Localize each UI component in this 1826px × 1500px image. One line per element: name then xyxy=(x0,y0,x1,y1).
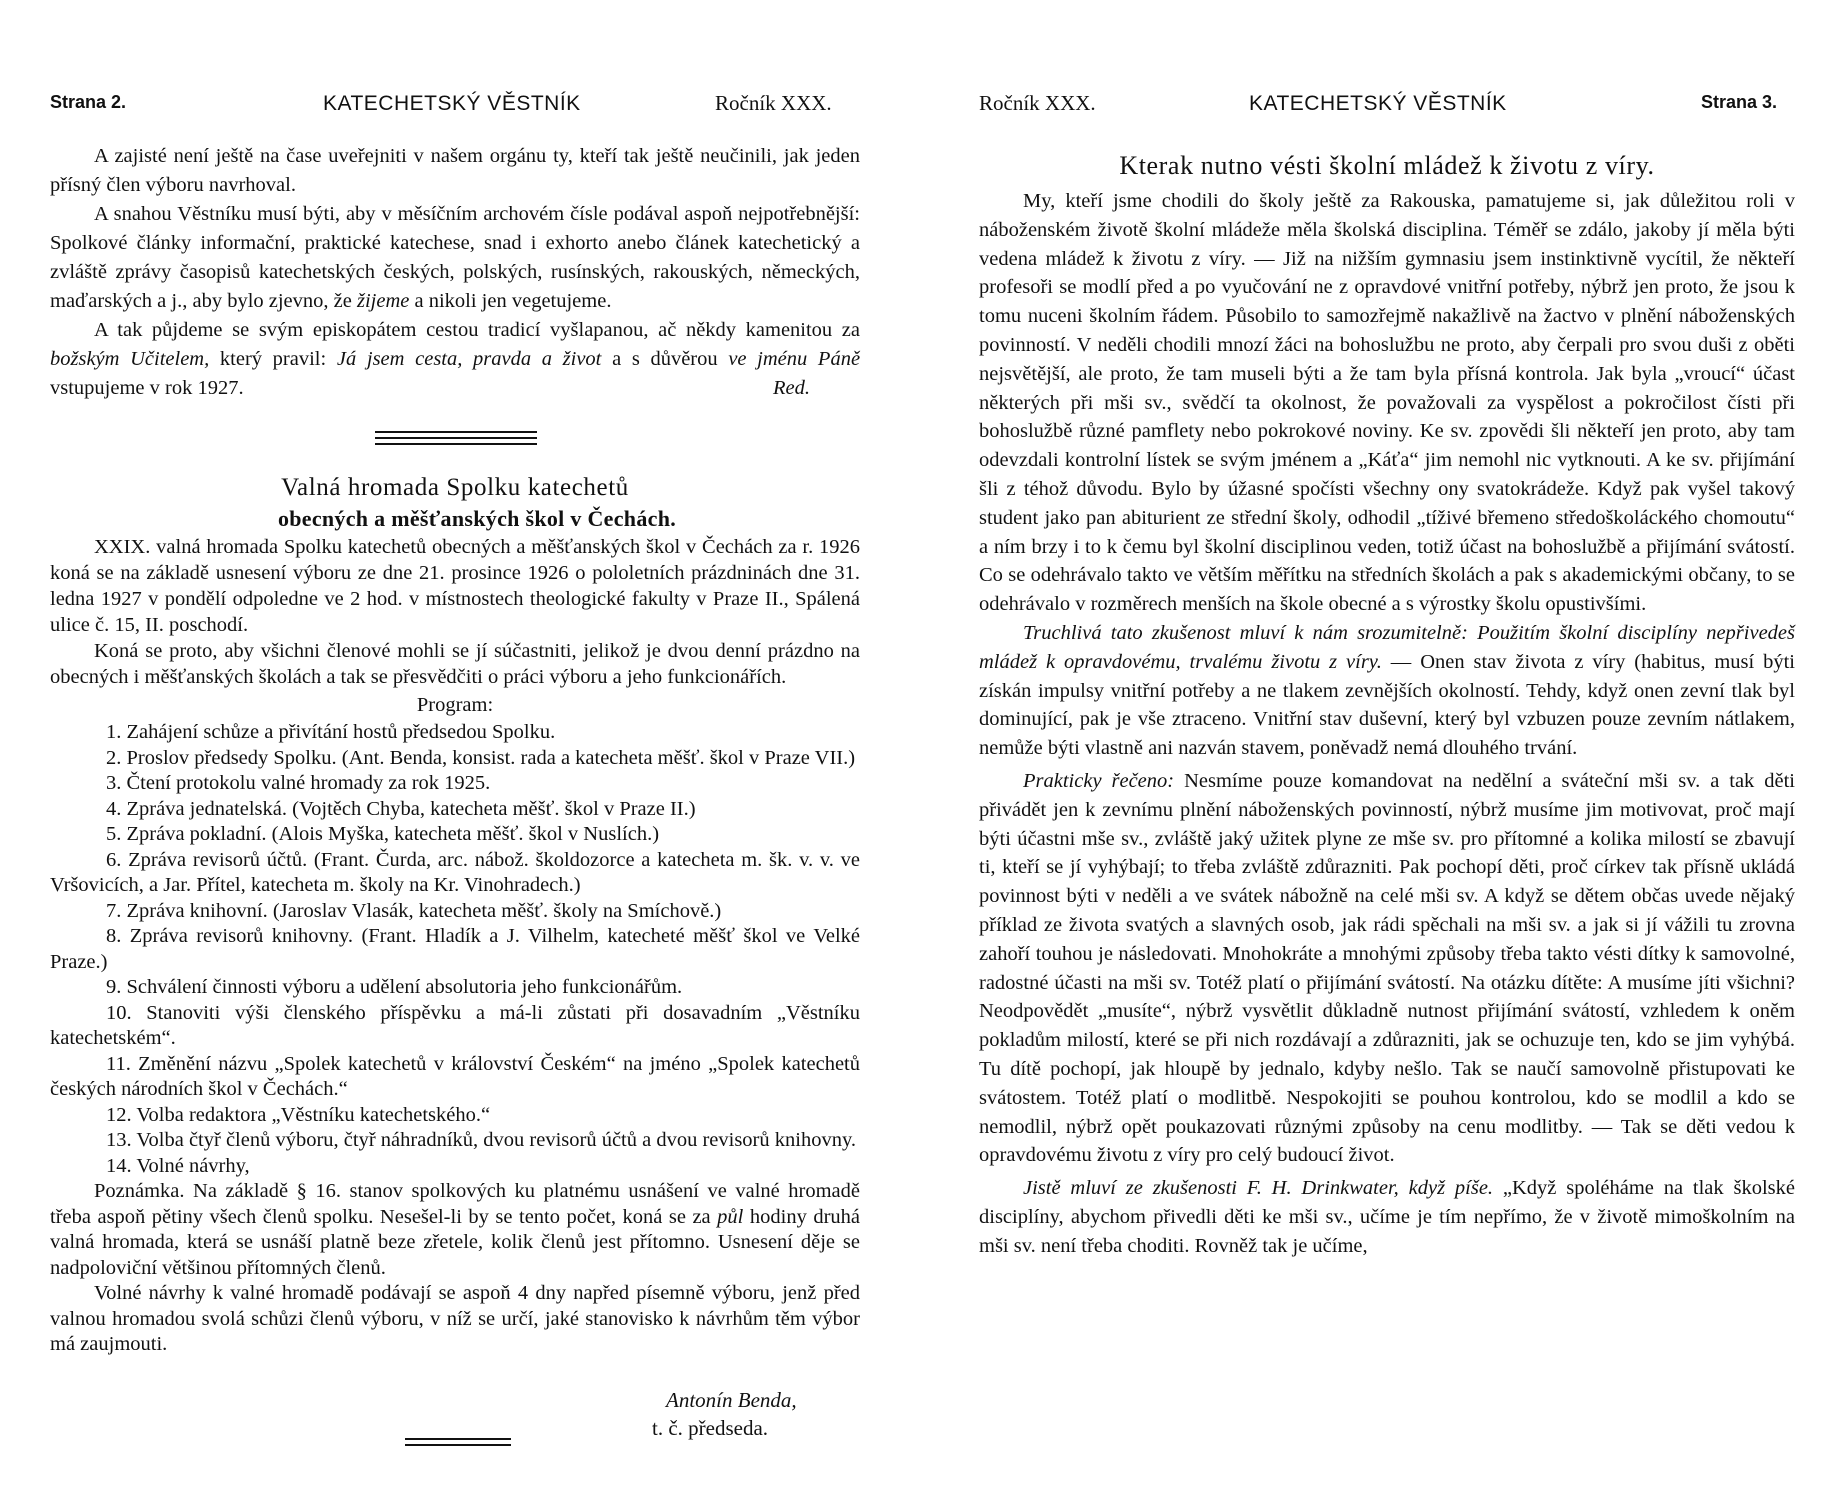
program-item: 11. Změnění názvu „Spolek katechetů v království Českém“ na jméno „Spolek katechetů českých národních škol v Čechách.“ xyxy=(50,1052,860,1100)
meeting-paragraph-1: XXIX. valná hromada Spolku katechetů obecných a měšťanských škol v Čechách za r. 1926 koná se na základě usnesení výboru ze dne 21. prosince 1926 o pololetních prázdninách dne 31. ledna 1927 v pondělí odpoledne ve 2 hod. v místnostech theologické fakulty v Praze II., Spálená ulice č. 15, II. poschodí. xyxy=(50,536,860,636)
volume-right: Ročník XXX. xyxy=(979,91,1096,115)
closing-paragraph: Volné návrhy k valné hromadě podávají se aspoň 4 dny napřed písemně výboru, jenž před valnou hromadou svolá schůzi členů výboru, v níž se určí, jaké stanovisko k návrhům těm výbor má zaujmouti. xyxy=(50,1282,860,1355)
program-item: 9. Schválení činnosti výboru a udělení absolutoria jeho funkcionářům. xyxy=(106,976,683,998)
right-page xyxy=(913,0,1826,1500)
program-item: 12. Volba redaktora „Věstníku katechetského.“ xyxy=(106,1103,491,1126)
meeting-paragraph-2: Koná se proto, aby všichni členové mohli se jí súčastniti, jelikož je dvou denní prázdno na obecných i měšťanských školách a tak se přesvědčiti o práci výboru a jeho funkcionářích. xyxy=(50,640,860,688)
intro-paragraph-3: A tak půjdeme se svým episkopátem cestou tradicí vyšlapanou, ač někdy kamenitou za božským Učitelem, který pravil: Já jsem cesta, pravda a život a s důvěrou ve jménu Páně vstupujeme v rok 1927. Red. xyxy=(50,316,860,403)
program-item: 3. Čtení protokolu valné hromady za rok 1925. xyxy=(106,772,491,794)
program-item: 10. Stanoviti výši členského příspěvku a má-li zůstati při dosavadním „Věstníku katechetském“. xyxy=(50,1001,860,1049)
article-paragraph-4: Jistě mluví ze zkušenosti F. H. Drinkwater, když píše. „Když spoléháme na tlak školské disciplíny, abychom přivedli děti ke mši sv., učíme je tím nepřímo, že v životě mimoškolním na mši sv. není třeba choditi. Rovněž tak je učíme, xyxy=(979,1177,1795,1257)
program-item: 7. Zpráva knihovní. (Jaroslav Vlasák, katecheta měšť. školy na Smíchově.) xyxy=(106,899,722,922)
journal-title-right: KATECHETSKÝ VĚSTNÍK xyxy=(1249,92,1507,115)
page-number-right: Strana 3. xyxy=(1701,92,1778,112)
divider-rule xyxy=(405,1438,511,1440)
intro-paragraph-2: A snahou Věstníku musí býti, aby v měsíčním archovém čísle podával aspoň nejpotřebnější: Spolkové články informační, praktické katechese, snad i exhorto anebo článek katechetický a zvláště zprávy časopisů katechetských českých, polských, rusínských, rakouských, německých, maďarských a j., aby bylo zjevno, že žijeme a nikoli jen vegetujeme. xyxy=(50,203,860,312)
article-title: Kterak nutno vésti školní mládež k životu z víry. xyxy=(1119,151,1655,180)
journal-title-left: KATECHETSKÝ VĚSTNÍK xyxy=(323,92,581,115)
volume-left: Ročník XXX. xyxy=(715,91,832,115)
article-paragraph-3: Prakticky řečeno: Nesmíme pouze komandovat na nedělní a sváteční mši sv. a tak děti přivádět jen k zevnímu plnění náboženských povinností, nýbrž musíme jim motivovat, proč mají býti účastni mše sv., zvláště jaký užitek plyne ze mše sv. pro přítomné a kolika milostí se zbavují ti, kteří se jí vyhýbají; to třeba zvláště zdůrazniti. Pak pochopí děti, proč církev tak přísně ukládá povinnost býti v neděli a ve svátek nábožně na celé mši sv. A když se dětem občas uvede nějaký příklad ze života svatých a slavných osob, jak rádi spěchali na mši sv. a jak si jí vážili tu zrovna zahoří touhou je následovati. Mnohokráte a mnohými způsoby třeba takto vésti dítky k samovolné, radostné účasti na mši sv. Totéž platí o přijímání svátostí. Na otázku dítěte: A musíme jíti všichni? Neodpovědět „musíte“, nýbrž vysvětlit důkladně nutnost přijímání svátostí, vzhledem k oněm pokladům milostí, které se při nich rozdávají a zdůrazniti, jak se ochuzuje ten, kdo se jim vyhýbá. Tu dítě pochopí, jak hloupě by jednalo, kdyby nešlo. Tak se naučí samovolně přistupovati ke svátostem. Totéž platí o modlitbě. Nespokojiti se pouhou kontrolou, kdo se modlil a kdo se nemodlil, nýbrž opět poukazovati různými způsoby na cenu modlitby. — Tak se děti vedou k opravdovému životu z víry pro celý budoucí život. xyxy=(979,769,1795,1167)
program-item: 5. Zpráva pokladní. (Alois Myška, katecheta měšť. škol v Nuslích.) xyxy=(106,823,660,845)
meeting-section xyxy=(50,472,860,1358)
divider-rule xyxy=(405,1444,511,1446)
program-item: 6. Zpráva revisorů účtů. (Frant. Čurda, arc. nábož. školdozorce a katecheta m. šk. v. v. ve Vršovicích, a Jar. Přítel, katecheta m. školy na Kr. Vinohradech.) xyxy=(50,848,860,896)
intro-paragraph-1: A zajisté není ještě na čase uveřejniti v našem orgánu ty, kteří tak ještě neučinili, jak jeden přísný člen výboru navrhoval. xyxy=(50,145,860,196)
editor-signature: Red. xyxy=(773,377,810,399)
program-item: 13. Volba čtyř členů výboru, čtyř náhradníků, dvou revisorů účtů a dvou revisorů knihovny. xyxy=(106,1129,857,1151)
program-item: 14. Volné návrhy, xyxy=(106,1154,250,1177)
section-title: Valná hromada Spolku katechetů xyxy=(281,474,629,501)
program-item: 4. Zpráva jednatelská. (Vojtěch Chyba, katecheta měšť. škol v Praze II.) xyxy=(106,797,696,820)
divider-rule xyxy=(375,437,537,439)
program-title: Program: xyxy=(416,694,494,716)
program-item: 8. Zpráva revisorů knihovny. (Frant. Hladík a J. Vilhelm, katecheté měšť škol ve Velké Praze.) xyxy=(50,925,860,973)
signature-role: t. č. předseda. xyxy=(652,1416,769,1440)
program-item: 2. Proslov předsedy Spolku. (Ant. Benda, konsist. rada a katecheta měšť. škol v Praze VII.) xyxy=(106,746,856,769)
section-subtitle: obecných a měšťanských škol v Čechách. xyxy=(277,506,677,531)
article-paragraph-1: My, kteří jsme chodili do školy ještě za Rakouska, pamatujeme si, jak důležitou roli v náboženském životě školní mládeže měla školská disciplina. Téměř se zdálo, jakoby jí měla býti vedena mládež k životu z víry. — Již na nižším gymnasiu jsem instinktivně vycítil, že někteří profesoři se modlí před a po vyučování ne z opravdové vnitřní potřeby, nýbrž jen proto, že jsou k tomu nuceni školním řádem. Působilo to samozřejmě nakažlivě na žactvo v plnění náboženských povinností. V neděli chodili mnozí žáci na bohoslužbu ne proto, aby čerpali pro svou duši z oběti nejsvětější, ale proto, že tam museli býti a že tam byla přísná kontrola. Jak byla „vroucí“ účast některých při mši sv., svědčí ta okolnost, že považovali za vyspělost a pokročilost čísti při bohoslužbě různé pamflety nebo pokrokové noviny. Ke sv. zpovědi šli někteří jen proto, aby tam odevzdali kontrolní lístek se svým jménem a „Káťa“ jim nemohl nic vytknouti. A ke sv. přijímání šli z téhož důvodu. Bylo by úžasné spočísti všechny ony svatokrádeže. Když pak vyšel takový student jako pan abiturient ze střední školy, odhodil „tíživé břemeno středoškoláckého chomoutu“ a ním brzy i to k čemu byl školní disciplinou veden, totiž účast na bohoslužbě a přijímání svátostí. Co se odehrávalo takto ve větším měřítku na středních školách a pak s akademickými občany, to se odehrávalo v rozměrech menších na škole obecné a s výrostky školu opustivšími. xyxy=(979,190,1795,616)
article-paragraph-2: Truchlivá tato zkušenost mluví k nám srozumitelně: Použitím školní disciplíny nepřivedeš mládež k opravdovému, trvalému životu z víry. — Onen stav života z víry (habitus, musí býti získán impulsy vnitřní potřeby a ne tlakem zevnějších okolností. Tehdy, když onen zevní tlak byl dominující, pak je vše ztraceno. Vnitřní stav duševní, který byl vzbuzen pouze zevním nátlakem, nemůže býti vlastně ani nazván stavem, poněvadž nemá dlouhého trvání. xyxy=(979,621,1796,760)
signature-name: Antonín Benda, xyxy=(666,1388,797,1412)
divider-rule xyxy=(375,443,537,445)
page-number-left: Strana 2. xyxy=(50,92,127,112)
intro-text xyxy=(50,142,860,403)
program-list xyxy=(50,720,860,1179)
note-paragraph: Poznámka. Na základě § 16. stanov spolkových ku platnému usnášení ve valné hromadě třeba aspoň pětiny všech členů spolku. Nesešel-li by se tento počet, koná se za půl hodiny druhá valná hromada, která se usnáší platně beze zřetele, kolik členů jest přítomno. Usnesení děje se nadpoloviční většinou přítomných členů. xyxy=(50,1180,861,1279)
program-item: 1. Zahájení schůze a přivítání hostů předsedou Spolku. xyxy=(106,721,556,743)
divider-rule xyxy=(375,431,537,433)
article xyxy=(979,148,1795,1260)
